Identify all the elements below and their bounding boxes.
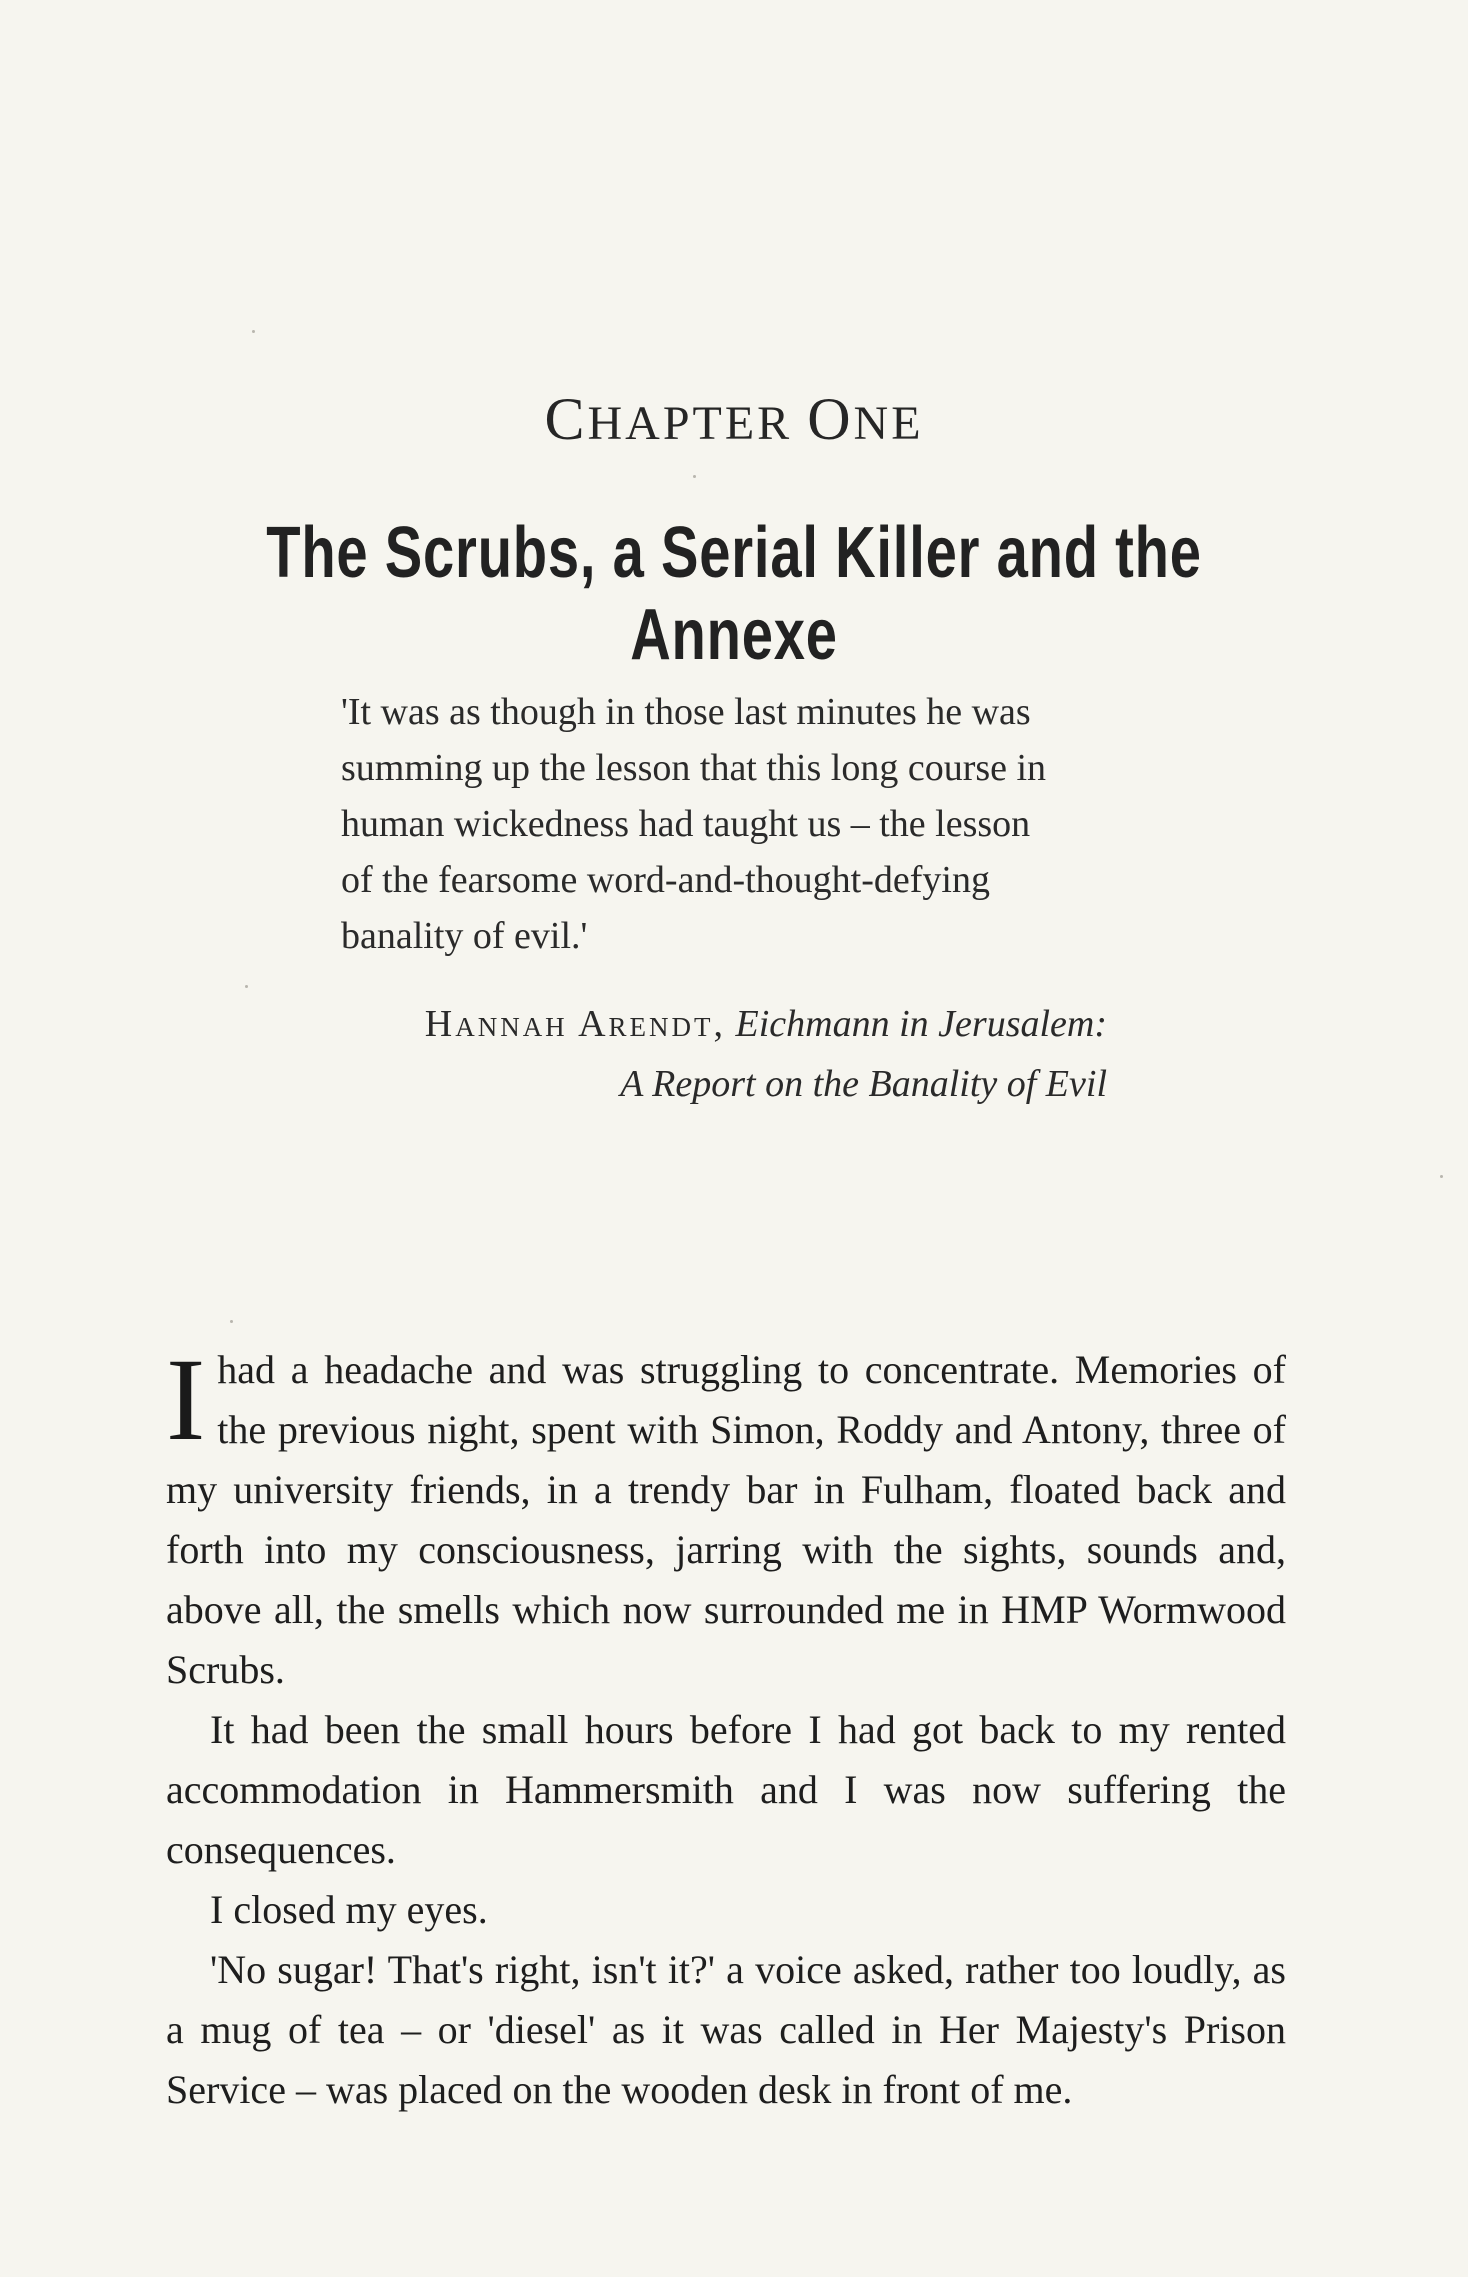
paragraph-text: had a headache and was struggling to concentrate. Memories of the previous night, spent with Simon, Roddy and Antony, three of my university friends, in a trendy bar in Fulham, floated back and forth into my consciousness, jarring with the sights, sounds and, above all, the smells which now surrounded me in HMP Wormwood Scrubs. — [166, 1347, 1286, 1692]
chapter-number-cap: O — [807, 386, 854, 452]
paper-speck — [693, 475, 696, 478]
attribution-line-1 — [341, 994, 1107, 1054]
epigraph-work-subtitle: A Report on the Banality of Evil — [620, 1063, 1107, 1105]
body-text — [166, 1334, 1286, 2120]
chapter-label-word: HAPTER — [587, 397, 808, 450]
body-paragraph: It had been the small hours before I had got back to my rented accommodation in Hammersmith and I was now suffering the consequences. — [166, 1707, 1286, 1872]
paper-speck — [245, 985, 248, 988]
paper-speck — [230, 1320, 233, 1323]
epigraph-work-title: Eichmann in Jerusalem: — [735, 1003, 1107, 1045]
epigraph-line: banality of evil.' — [341, 915, 588, 957]
body-paragraph: I closed my eyes. — [210, 1887, 488, 1932]
drop-cap: I — [166, 1334, 206, 1465]
chapter-title: The Scrubs, a Serial Killer and the Annexe — [266, 513, 1202, 675]
chapter-number-word: NE — [853, 397, 924, 450]
epigraph-line: human wickedness had taught us – the lesson — [341, 803, 1031, 845]
epigraph-line: of the fearsome word-and-thought-defying — [341, 859, 990, 901]
epigraph-line: summing up the lesson that this long course in — [341, 747, 1047, 789]
epigraph-author: Hannah Arendt, — [424, 1003, 727, 1045]
body-paragraph — [166, 1334, 1286, 1700]
epigraph-attribution — [341, 994, 1107, 1114]
paper-speck — [252, 330, 255, 333]
paper-speck — [1440, 1175, 1443, 1178]
chapter-label-cap: C — [544, 386, 588, 452]
chapter-label — [0, 385, 1468, 454]
body-paragraph: 'No sugar! That's right, isn't it?' a voice asked, rather too loudly, as a mug of tea – or 'diesel' as it was called in Her Majesty's Prison Service – was placed on the wooden desk in front of me. — [166, 1947, 1286, 2112]
epigraph-line: 'It was as though in those last minutes he was — [341, 691, 1031, 733]
epigraph-quote — [341, 684, 1141, 964]
